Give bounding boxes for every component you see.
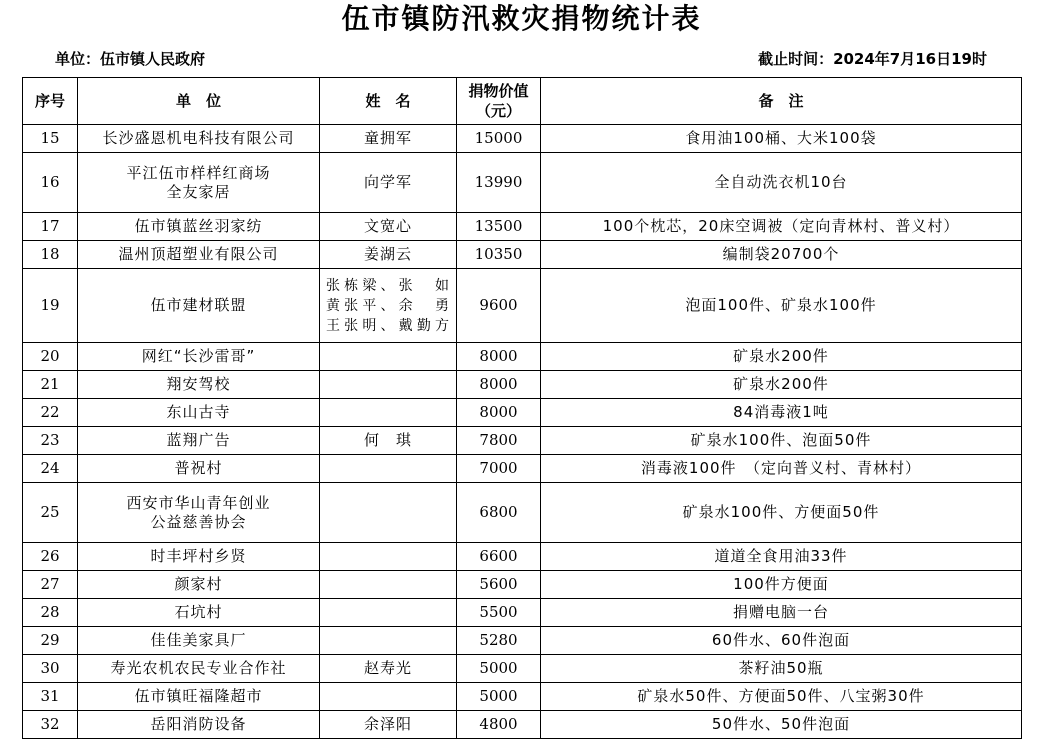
table-row (23, 655, 1022, 683)
header-value (457, 78, 541, 125)
table-row (23, 543, 1022, 571)
cell-note: 全自动洗衣机10台 (541, 153, 1022, 213)
cell-seq: 24 (23, 455, 78, 483)
cell-note: 泡面100件、矿泉水100件 (541, 269, 1022, 343)
cell-value: 5280 (457, 627, 541, 655)
cell-note: 矿泉水50件、方便面50件、八宝粥30件 (541, 683, 1022, 711)
table-row (23, 571, 1022, 599)
table-row (23, 427, 1022, 455)
cell-unit: 网红“长沙雷哥” (78, 343, 320, 371)
table-row (23, 599, 1022, 627)
table-row (23, 399, 1022, 427)
cell-note: 茶籽油50瓶 (541, 655, 1022, 683)
table-row (23, 683, 1022, 711)
cell-value: 15000 (457, 125, 541, 153)
cell-note: 矿泉水200件 (541, 343, 1022, 371)
table-row (23, 455, 1022, 483)
cell-value: 13990 (457, 153, 541, 213)
cell-value: 5000 (457, 683, 541, 711)
cell-unit: 翔安驾校 (78, 371, 320, 399)
cell-line: 全友家居 (166, 182, 231, 201)
header-seq: 序号 (23, 78, 78, 125)
cell-value: 8000 (457, 399, 541, 427)
cell-name: 何 琪 (320, 427, 457, 455)
cell-seq: 29 (23, 627, 78, 655)
cell-line: 张栋梁、张 如 (326, 277, 450, 294)
cell-unit: 寿光农机农民专业合作社 (78, 655, 320, 683)
cell-value: 4800 (457, 711, 541, 739)
cell-name (320, 627, 457, 655)
cell-name (320, 543, 457, 571)
cell-note: 矿泉水100件、泡面50件 (541, 427, 1022, 455)
header-value-line2: （元） (475, 102, 521, 120)
cell-line: 公益慈善协会 (150, 512, 247, 531)
cell-note: 60件水、60件泡面 (541, 627, 1022, 655)
table-row (23, 483, 1022, 543)
cell-seq: 20 (23, 343, 78, 371)
header-unit: 单 位 (78, 78, 320, 125)
cell-value: 10350 (457, 241, 541, 269)
table-row (23, 711, 1022, 739)
cell-name: 余泽阳 (320, 711, 457, 739)
table-row (23, 371, 1022, 399)
cell-name (320, 455, 457, 483)
cell-note: 消毒液100件 （定向普义村、青林村） (541, 455, 1022, 483)
cell-note: 道道全食用油33件 (541, 543, 1022, 571)
cell-name (320, 571, 457, 599)
cell-line: 黄张平、余 勇 (326, 297, 450, 314)
cell-value: 9600 (457, 269, 541, 343)
cell-note: 84消毒液1吨 (541, 399, 1022, 427)
cell-unit (78, 483, 320, 543)
cell-seq: 23 (23, 427, 78, 455)
cell-unit: 岳阳消防设备 (78, 711, 320, 739)
cell-note: 食用油100桶、大米100袋 (541, 125, 1022, 153)
cell-note: 矿泉水100件、方便面50件 (541, 483, 1022, 543)
cell-value: 5600 (457, 571, 541, 599)
cell-unit: 温州顶超塑业有限公司 (78, 241, 320, 269)
cell-seq: 19 (23, 269, 78, 343)
cell-name: 文宽心 (320, 213, 457, 241)
header-note: 备 注 (541, 78, 1022, 125)
cell-unit: 石坑村 (78, 599, 320, 627)
table-row (23, 627, 1022, 655)
cell-unit: 东山古寺 (78, 399, 320, 427)
cell-name (320, 269, 457, 343)
cell-note: 矿泉水200件 (541, 371, 1022, 399)
cell-name: 童拥军 (320, 125, 457, 153)
cell-name (320, 399, 457, 427)
donation-table (22, 77, 1022, 739)
cell-unit: 伍市建材联盟 (78, 269, 320, 343)
cell-note: 编制袋20700个 (541, 241, 1022, 269)
cell-unit: 普祝村 (78, 455, 320, 483)
cell-name: 赵寿光 (320, 655, 457, 683)
table-row (23, 125, 1022, 153)
cell-value: 7000 (457, 455, 541, 483)
header-value-line1: 捐物价值 (468, 82, 529, 100)
cell-unit: 伍市镇蓝丝羽家纺 (78, 213, 320, 241)
cell-seq: 22 (23, 399, 78, 427)
cell-unit: 颜家村 (78, 571, 320, 599)
cell-note: 100个枕芯，20床空调被（定向青林村、普义村） (541, 213, 1022, 241)
cell-value: 6800 (457, 483, 541, 543)
deadline-label: 截止时间：2024年7月16日19时 (758, 50, 987, 68)
cell-unit (78, 153, 320, 213)
table-body (23, 125, 1022, 739)
cell-name (320, 683, 457, 711)
cell-name (320, 483, 457, 543)
cell-unit: 伍市镇旺福隆超市 (78, 683, 320, 711)
table-row (23, 241, 1022, 269)
cell-seq: 15 (23, 125, 78, 153)
cell-seq: 25 (23, 483, 78, 543)
cell-name (320, 343, 457, 371)
cell-name (320, 599, 457, 627)
table-header-row (23, 78, 1022, 125)
cell-unit: 长沙盛恩机电科技有限公司 (78, 125, 320, 153)
cell-value: 5500 (457, 599, 541, 627)
cell-unit: 蓝翔广告 (78, 427, 320, 455)
cell-seq: 27 (23, 571, 78, 599)
table-row (23, 343, 1022, 371)
table-row (23, 213, 1022, 241)
cell-unit: 时丰坪村乡贤 (78, 543, 320, 571)
cell-note: 100件方便面 (541, 571, 1022, 599)
cell-name: 姜湖云 (320, 241, 457, 269)
cell-seq: 32 (23, 711, 78, 739)
cell-seq: 31 (23, 683, 78, 711)
header-name: 姓 名 (320, 78, 457, 125)
cell-value: 8000 (457, 371, 541, 399)
cell-seq: 18 (23, 241, 78, 269)
cell-value: 13500 (457, 213, 541, 241)
table-row (23, 269, 1022, 343)
cell-seq: 17 (23, 213, 78, 241)
cell-unit: 佳佳美家具厂 (78, 627, 320, 655)
cell-seq: 26 (23, 543, 78, 571)
cell-line: 王张明、戴勤方 (326, 317, 450, 334)
cell-line: 西安市华山青年创业 (126, 493, 271, 512)
page-title: 伍市镇防汛救灾捐物统计表 (341, 2, 702, 35)
cell-line: 平江伍市样样红商场 (126, 163, 271, 182)
cell-note: 捐赠电脑一台 (541, 599, 1022, 627)
cell-name (320, 371, 457, 399)
table-row (23, 153, 1022, 213)
cell-note: 50件水、50件泡面 (541, 711, 1022, 739)
cell-seq: 16 (23, 153, 78, 213)
cell-value: 6600 (457, 543, 541, 571)
cell-seq: 21 (23, 371, 78, 399)
cell-value: 5000 (457, 655, 541, 683)
cell-value: 8000 (457, 343, 541, 371)
unit-label: 单位：伍市镇人民政府 (55, 50, 206, 68)
cell-name: 向学军 (320, 153, 457, 213)
cell-value: 7800 (457, 427, 541, 455)
cell-seq: 28 (23, 599, 78, 627)
cell-seq: 30 (23, 655, 78, 683)
